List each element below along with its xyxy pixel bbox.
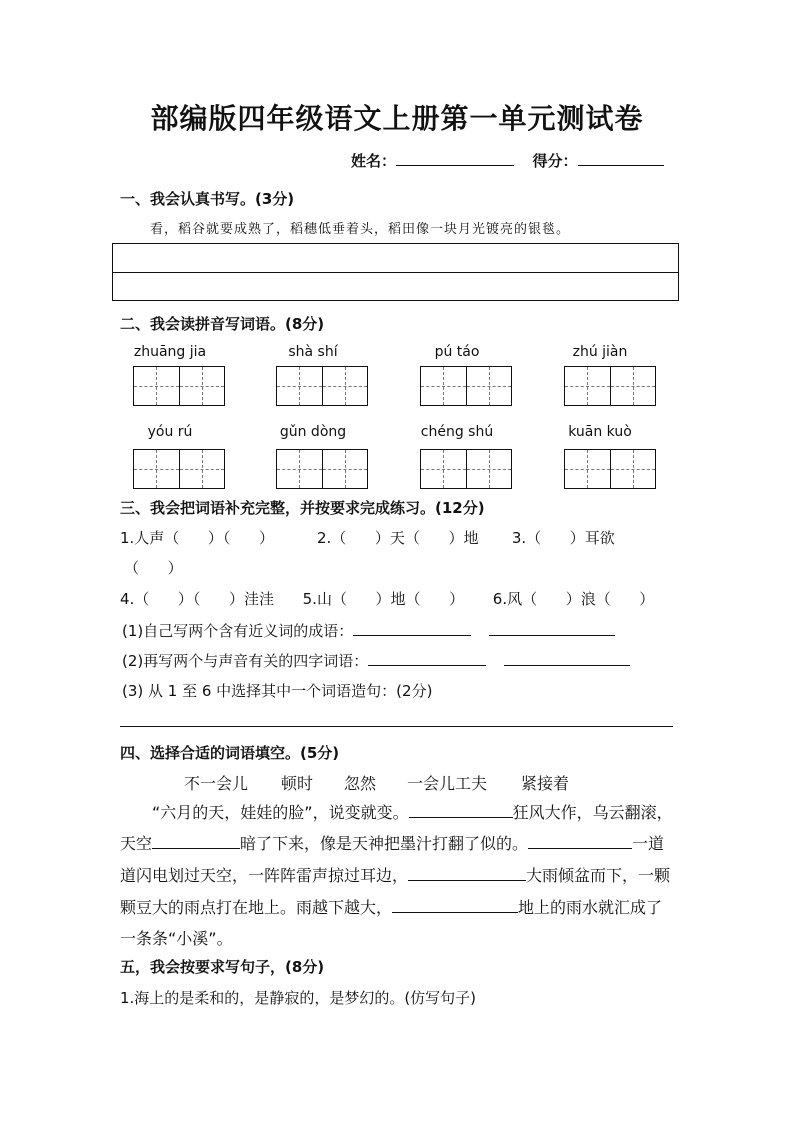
word-option: 不一会儿 xyxy=(184,774,249,793)
pinyin-label: yóu rú xyxy=(147,424,193,440)
question-2-text: (2)再写两个与声音有关的四字词语： xyxy=(122,652,369,670)
char-grid[interactable] xyxy=(420,366,512,406)
section-5-heading: 五，我会按要求写句子，(8分) xyxy=(120,958,325,976)
char-grid[interactable] xyxy=(276,449,368,489)
pinyin-label: zhú jiàn xyxy=(572,344,628,360)
passage-text: 一道 xyxy=(632,834,665,853)
pinyin-label: chéng shú xyxy=(420,424,494,440)
score-blank[interactable] xyxy=(578,151,664,166)
passage-text: 狂风大作，乌云翻滚， xyxy=(512,803,673,822)
section-1-heading: 一、我会认真书写。(3分) xyxy=(120,190,295,208)
passage-text: 道闪电划过天空，一阵阵雷声掠过耳边， xyxy=(120,866,409,885)
passage-line-3 xyxy=(120,863,670,886)
section-3-heading: 三、我会把词语补充完整，并按要求完成练习。(12分) xyxy=(120,499,485,517)
score-label: 得分： xyxy=(532,152,578,170)
word-option: 忽然 xyxy=(344,774,377,793)
pinyin-label: pú táo xyxy=(434,344,480,360)
word-option: 顿时 xyxy=(281,774,314,793)
idiom-line-3: 4.（ ）（ ）洼洼 5.山（ ）地（ ） 6.风（ ）浪（ ） xyxy=(120,590,655,608)
char-grid[interactable] xyxy=(420,449,512,489)
answer-blank[interactable] xyxy=(489,621,615,636)
char-grid[interactable] xyxy=(564,449,656,489)
name-field xyxy=(351,150,664,171)
pinyin-label: zhuāng jia xyxy=(133,344,207,360)
section-2-heading: 二、我会读拼音写词语。(8分) xyxy=(120,315,325,333)
pinyin-label: kuān kuò xyxy=(568,424,632,440)
fill-blank[interactable] xyxy=(392,898,518,913)
sentence-answer-line[interactable] xyxy=(120,726,673,727)
section-4-heading: 四、选择合适的词语填空。(5分) xyxy=(120,744,340,762)
passage-line-2 xyxy=(120,831,664,854)
pinyin-label: shà shí xyxy=(288,344,338,360)
passage-text: 大雨倾盆而下，一颗 xyxy=(526,866,671,885)
copy-text: 看，稻谷就要成熟了，稻穗低垂着头，稻田像一块月光镀亮的银毯。 xyxy=(150,222,571,237)
word-option: 一会儿工夫 xyxy=(407,774,488,793)
question-1-text: (1)自己写两个含有近义词的成语： xyxy=(122,622,354,640)
pinyin-label: gǔn dòng xyxy=(279,424,347,440)
fill-blank[interactable] xyxy=(152,834,240,849)
passage-line-4 xyxy=(120,895,662,918)
fill-blank[interactable] xyxy=(409,803,513,818)
passage-line-1 xyxy=(152,800,673,823)
question-3-text: (3) 从 1 至 6 中选择其中一个词语造句：(2分) xyxy=(122,682,433,700)
section-5-question-1: 1.海上的是柔和的，是静寂的，是梦幻的。(仿写句子) xyxy=(120,989,477,1007)
passage-text: 颗豆大的雨点打在地上。雨越下越大， xyxy=(120,898,393,917)
passage-text: 暗了下来，像是天神把墨汁打翻了似的。 xyxy=(240,834,529,853)
copy-writing-box[interactable] xyxy=(112,243,679,301)
page-title: 部编版四年级语文上册第一单元测试卷 xyxy=(150,102,644,135)
answer-blank[interactable] xyxy=(353,621,471,636)
passage-text: “六月的天，娃娃的脸”，说变就变。 xyxy=(152,803,409,822)
idiom-line-2: （ ） xyxy=(124,559,183,577)
passage-line-5: 一条条“小溪”。 xyxy=(120,929,233,948)
idiom-line-1: 1.人声（ ）（ ） 2.（ ）天（ ）地 3.（ ）耳欲 xyxy=(120,529,615,547)
char-grid[interactable] xyxy=(133,449,225,489)
question-2 xyxy=(122,650,630,671)
question-1 xyxy=(122,620,615,641)
passage-text: 天空 xyxy=(120,834,153,853)
name-label: 姓名： xyxy=(351,152,397,170)
word-option: 紧接着 xyxy=(521,774,570,793)
answer-blank[interactable] xyxy=(368,651,486,666)
answer-blank[interactable] xyxy=(504,651,630,666)
passage-text: 地上的雨水就汇成了 xyxy=(518,898,663,917)
fill-blank[interactable] xyxy=(528,834,632,849)
name-blank[interactable] xyxy=(396,151,514,166)
char-grid[interactable] xyxy=(133,366,225,406)
char-grid[interactable] xyxy=(564,366,656,406)
char-grid[interactable] xyxy=(276,366,368,406)
fill-blank[interactable] xyxy=(408,866,526,881)
